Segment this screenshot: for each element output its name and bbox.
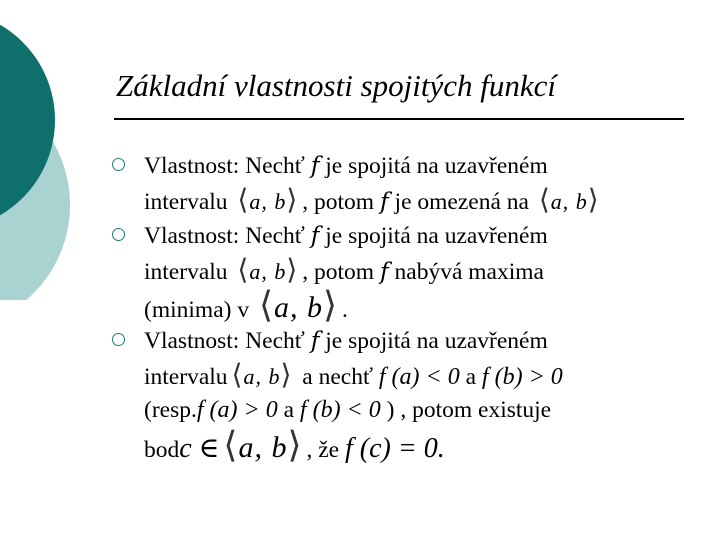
text: je spojitá na uzavřeném <box>319 223 548 249</box>
list-item-continued <box>144 358 704 393</box>
title-underline <box>114 118 684 120</box>
bullet-circle-icon <box>112 158 125 171</box>
text: je spojitá na uzavřeném <box>319 328 548 354</box>
list-item <box>144 218 704 253</box>
list-item <box>144 148 704 183</box>
slide-title: Základní vlastnosti spojitých funkcí <box>116 68 556 103</box>
text: nabývá maxima <box>388 259 544 285</box>
text: (resp. <box>144 397 197 423</box>
text: a <box>277 397 300 423</box>
interval-formula: ⟨a, b⟩ <box>237 185 299 216</box>
text: , že <box>306 437 345 463</box>
text: intervalu <box>144 259 234 285</box>
item-label: Vlastnost: <box>144 328 240 354</box>
list-item-continued <box>144 425 704 465</box>
text: intervalu <box>144 189 234 215</box>
text: . <box>342 297 348 323</box>
text: , potom <box>302 259 380 285</box>
item-label: Vlastnost: <box>144 223 240 249</box>
text: bod <box>144 437 180 463</box>
math-formula: f (a) > 0 <box>196 397 278 423</box>
interval-formula: ⟨a, b⟩ <box>223 425 303 465</box>
math-f: f <box>310 326 320 354</box>
text: Nechť <box>239 328 311 354</box>
interval-formula: ⟨a, b⟩ <box>231 360 293 391</box>
math-formula: f (b) < 0 <box>299 397 381 423</box>
decorative-circles <box>0 0 80 300</box>
bullet-circle-icon <box>112 333 125 346</box>
item-label: Vlastnost: <box>144 153 240 179</box>
math-formula: c ∈ <box>179 433 220 464</box>
text: intervalu <box>144 364 228 390</box>
interval-formula: ⟨a, b⟩ <box>538 185 600 216</box>
text: (minima) v <box>144 297 255 323</box>
math-formula: f (b) > 0 <box>481 364 563 390</box>
list-item-continued <box>144 183 704 218</box>
text: Nechť <box>239 153 311 179</box>
slide-content <box>144 148 704 463</box>
interval-formula: ⟨a, b⟩ <box>258 285 339 325</box>
text: Nechť <box>239 223 311 249</box>
text: a nechť <box>296 364 379 390</box>
bullet-circle-icon <box>112 228 125 241</box>
math-f: f <box>310 151 320 179</box>
list-item <box>144 323 704 358</box>
text: ) , potom existuje <box>380 397 552 423</box>
text: , potom <box>302 189 380 215</box>
math-f: f <box>310 221 320 249</box>
text: je omezená na <box>388 189 535 215</box>
interval-formula: ⟨a, b⟩ <box>237 255 299 286</box>
math-f: f <box>379 187 389 215</box>
list-item-continued <box>144 393 704 428</box>
text: a <box>459 364 482 390</box>
list-item-continued <box>144 285 704 325</box>
text: je spojitá na uzavřeném <box>319 153 548 179</box>
math-formula: f (a) < 0 <box>378 364 460 390</box>
list-item-continued <box>144 253 704 288</box>
math-formula: f (c) = 0. <box>345 433 445 464</box>
math-f: f <box>379 257 389 285</box>
